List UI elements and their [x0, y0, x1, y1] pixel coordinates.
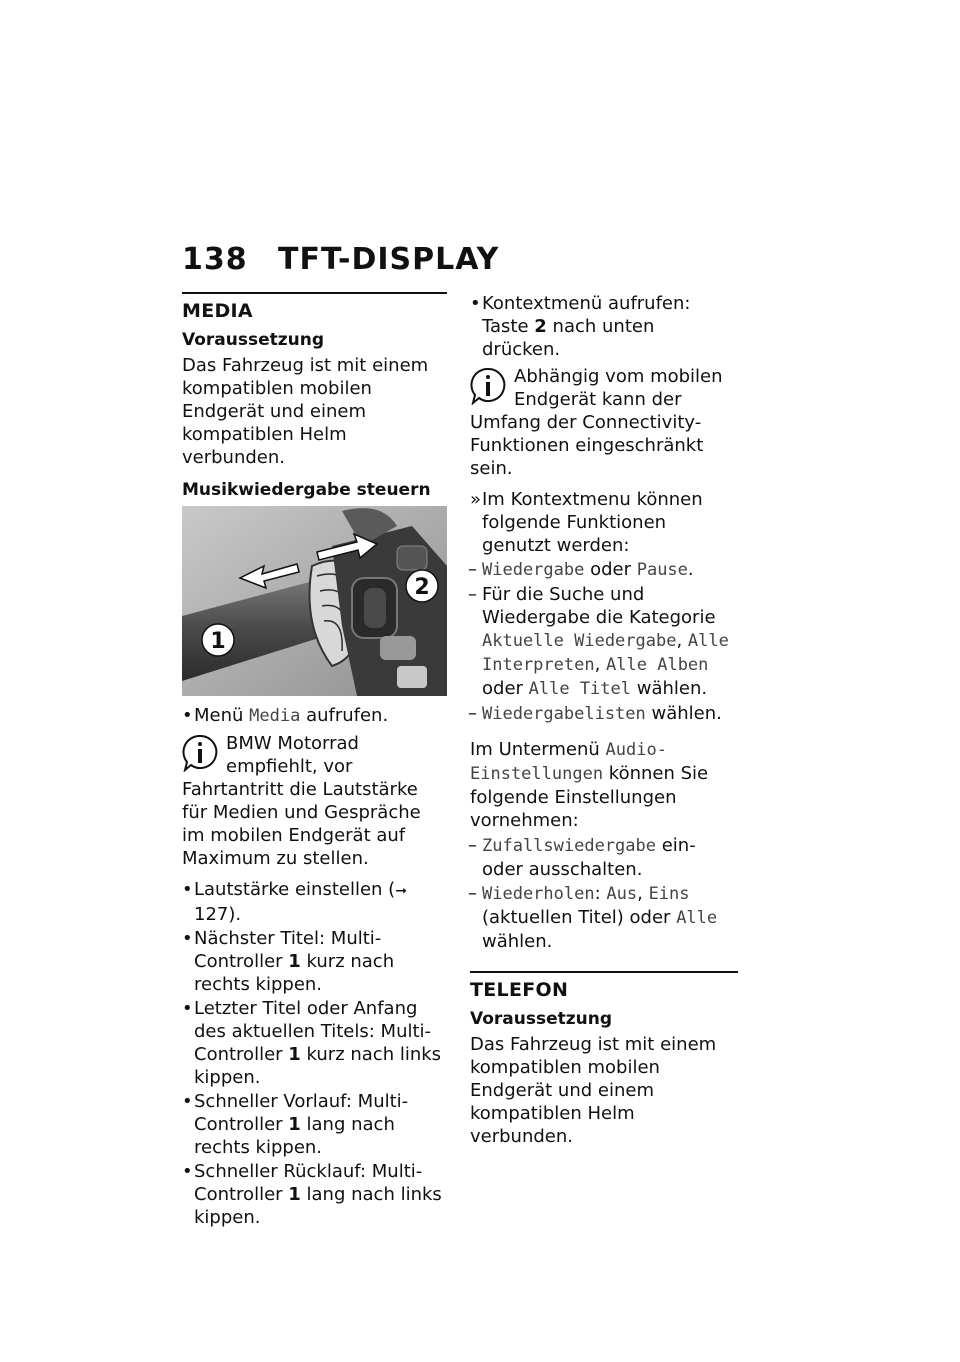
step-text: Kontextmenü aufrufen: Taste — [482, 293, 691, 337]
step-number: 1 — [288, 1114, 301, 1135]
list-item — [182, 878, 447, 926]
step-text: nach unten drücken. — [482, 316, 655, 360]
prerequisite-text: Das Fahrzeug ist mit einem kompatiblen mobilen Endgerät und einem kompatiblen Helm verbunden. — [470, 1034, 717, 1147]
step-text: kurz nach rechts kippen. — [194, 951, 395, 995]
figure-label-1: 1 — [210, 629, 226, 654]
step-text: , — [676, 630, 688, 651]
section-rule — [470, 971, 738, 973]
list-item — [182, 704, 447, 728]
step-number: 1 — [288, 1044, 301, 1065]
list-item — [470, 702, 738, 726]
music-heading: Musikwiedergabe steuern — [182, 480, 431, 500]
menu-code: Alle Interpreten — [482, 631, 729, 675]
menu-step-post: aufrufen. — [300, 705, 389, 726]
chapter-title: TFT-DISPLAY — [278, 242, 500, 277]
note-text: BMW Motorrad empfiehlt, vor Fahrtantritt die Lautstärke für Medien und Gespräche im mobilen Endgerät auf Maximum zu stellen. — [182, 733, 421, 869]
step-text: wählen. — [631, 678, 708, 699]
step-text: können Sie folgende Einstellungen vornehmen: — [470, 763, 709, 831]
step-text: oder — [584, 559, 637, 580]
step-text: (aktuellen Titel) oder — [482, 907, 677, 928]
info-note — [182, 732, 447, 870]
section-rule — [182, 292, 447, 294]
info-icon — [470, 365, 510, 405]
step-text: Schneller Rücklauf: Multi-Controller — [194, 1161, 423, 1205]
list-item — [182, 927, 447, 996]
section-title-media: MEDIA — [182, 300, 253, 322]
right-column — [470, 292, 738, 1158]
menu-step-pre: Menü — [194, 705, 250, 726]
menu-code: Wiedergabelisten — [482, 704, 646, 724]
page-header — [182, 242, 742, 282]
note-text: Abhängig vom mobilen Endgerät kann der Umfang der Connectivity-Funktionen eingeschränkt sein. — [470, 366, 723, 479]
menu-code: Pause — [636, 560, 688, 580]
handlebar-controls-photo — [182, 506, 447, 696]
step-text: Schneller Vorlauf: Multi-Controller — [194, 1091, 409, 1135]
step-text: lang nach links kippen. — [194, 1184, 442, 1228]
step-number: 1 — [288, 1184, 301, 1205]
menu-code: Alle Titel — [528, 679, 631, 699]
step-text: Im Untermenü — [470, 739, 606, 760]
step-text: Nächster Titel: Multi-Controller — [194, 928, 382, 972]
page-reference-arrow-icon: ➞ — [395, 883, 407, 899]
audio-intro — [470, 738, 738, 832]
step-text: wählen. — [645, 703, 722, 724]
list-item — [470, 834, 738, 881]
step-text: lang nach rechts kippen. — [194, 1114, 395, 1158]
step-text: oder — [482, 678, 529, 699]
menu-code: Wiederholen — [482, 884, 595, 904]
step-text: Letzter Titel oder Anfang des aktuellen Titels: Multi-Controller — [194, 998, 432, 1065]
list-item — [470, 292, 738, 361]
list-item — [182, 1090, 447, 1159]
volume-text: Lautstärke einstellen ( — [194, 879, 396, 900]
menu-code: Wiedergabe — [482, 560, 585, 580]
section-title-telefon: TELEFON — [470, 979, 569, 1001]
menu-code: Media — [249, 706, 301, 726]
menu-code: Zufallswiedergabe — [482, 836, 656, 856]
step-text: wählen. — [482, 931, 553, 952]
menu-code: Eins — [648, 884, 690, 904]
list-item — [470, 882, 738, 953]
left-column — [182, 292, 447, 1230]
step-text: , — [594, 654, 607, 675]
list-item — [470, 558, 738, 582]
step-number: 1 — [288, 951, 301, 972]
list-item — [182, 1160, 447, 1229]
page-number: 138 — [182, 242, 248, 277]
step-text: : — [594, 883, 607, 904]
menu-code: Alle — [676, 908, 718, 928]
menu-code: Aus — [606, 884, 638, 904]
info-icon — [182, 732, 222, 772]
prerequisite-heading: Voraussetzung — [470, 1009, 613, 1029]
step-text: ein- oder ausschalten. — [482, 835, 696, 880]
menu-code: Alle Alben — [606, 655, 709, 675]
step-number: 2 — [534, 316, 547, 337]
list-item — [182, 997, 447, 1089]
step-text: , — [637, 883, 649, 904]
step-text: . — [687, 559, 694, 580]
figure-label-2: 2 — [414, 575, 430, 600]
step-text: Für die Suche und Wiedergabe die Kategorie — [482, 584, 716, 628]
menu-code: Audio-Einstellungen — [470, 740, 667, 784]
list-item — [470, 583, 738, 701]
prerequisite-heading: Voraussetzung — [182, 330, 325, 350]
prerequisite-text: Das Fahrzeug ist mit einem kompatiblen mobilen Endgerät und einem kompatiblen Helm verbunden. — [182, 355, 429, 468]
volume-ref: 127). — [194, 904, 242, 925]
result-item: » Im Kontextmenu können folgende Funktionen genutzt werden: — [470, 488, 738, 557]
menu-code: Aktuelle Wiedergabe — [482, 631, 677, 651]
step-text: kurz nach links kippen. — [194, 1044, 442, 1088]
info-note — [470, 365, 738, 480]
